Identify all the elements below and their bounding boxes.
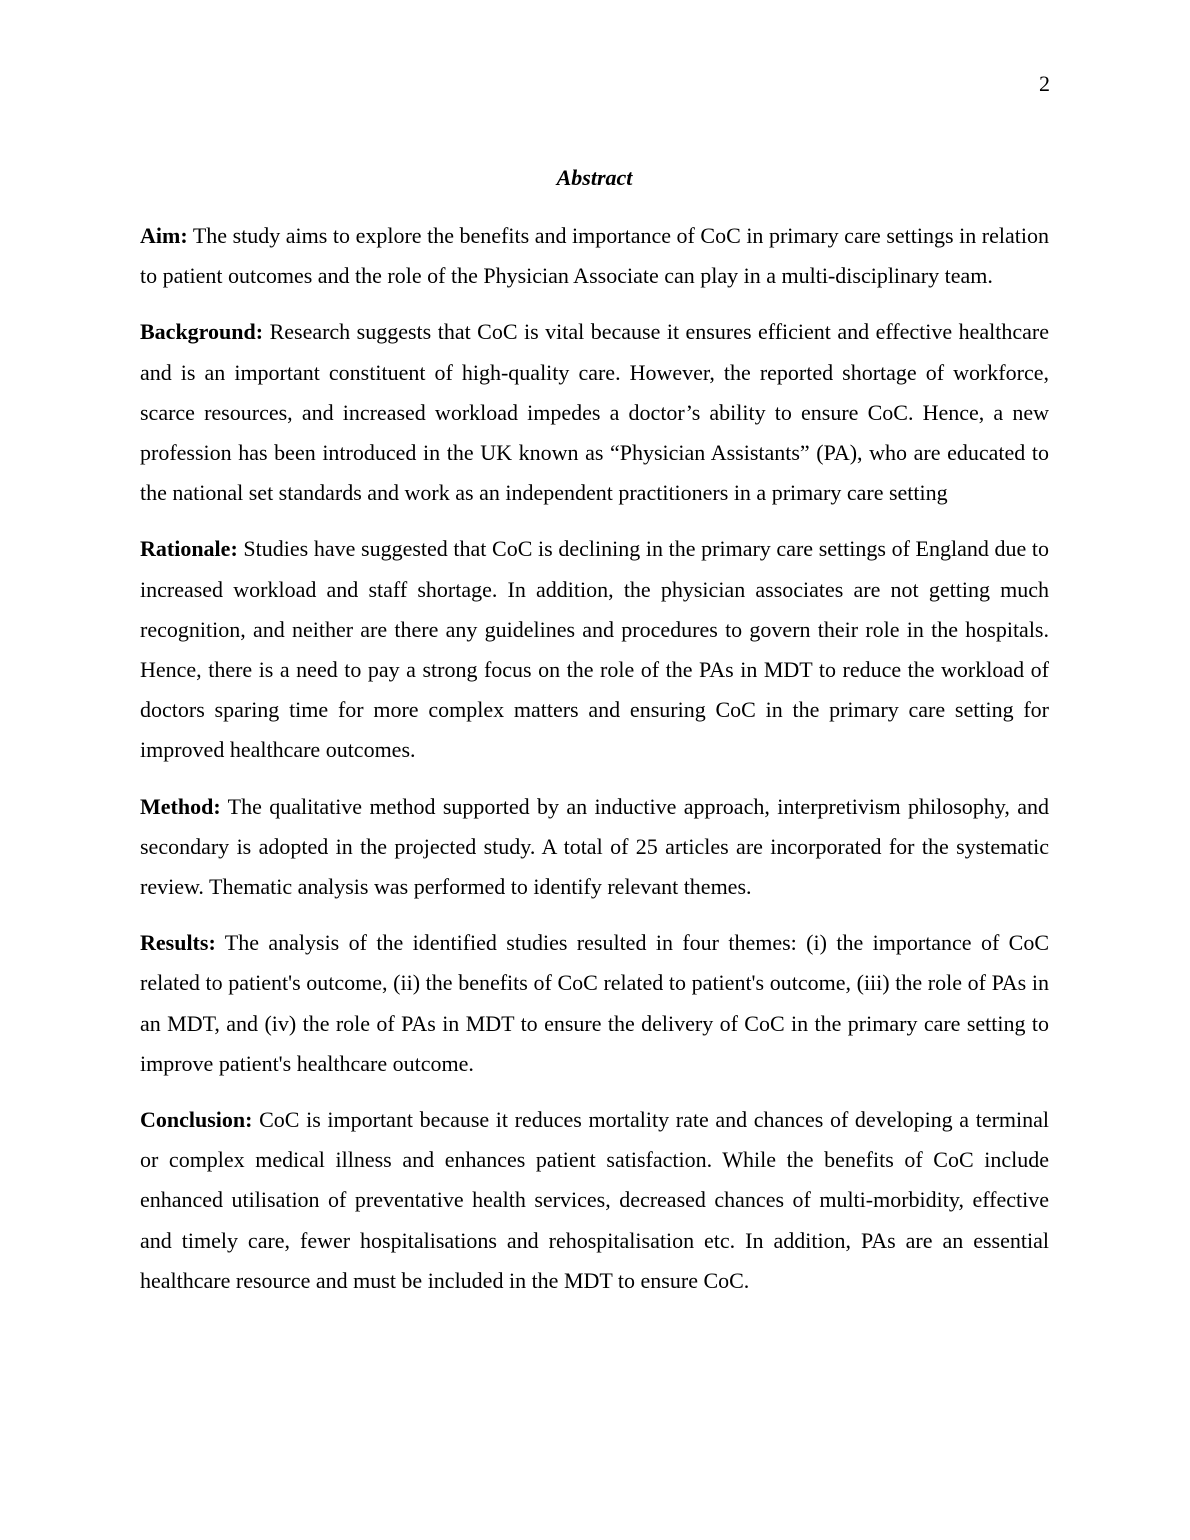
section-aim — [140, 216, 1049, 296]
section-text: The qualitative method supported by an inductive approach, interpretivism philosophy, and secondary is adopted in the projected study. A total of 25 articles are incorporated for the systematic review. Thematic analysis was performed to identify relevant themes. — [140, 793, 1049, 900]
section-text: The analysis of the identified studies resulted in four themes: (i) the importance of CoC related to patient's outcome, (ii) the benefits of CoC related to patient's outcome, (iii) the role of PAs in an MDT, and (iv) the role of PAs in MDT to ensure the delivery of CoC in the primary care setting to improve patient's healthcare outcome. — [140, 930, 1049, 1076]
section-text: CoC is important because it reduces mortality rate and chances of developing a terminal or complex medical illness and enhances patient satisfaction. While the benefits of CoC include enhanced utilisation of preventative health services, decreased chances of multi-morbidity, effective and timely care, fewer hospitalisations and rehospitalisation etc. In addition, PAs are an essential healthcare resource and must be included in the MDT to ensure CoC. — [140, 1107, 1050, 1293]
section-label: Conclusion: — [140, 1107, 253, 1133]
section-label: Results: — [140, 930, 216, 956]
section-text: The study aims to explore the benefits and importance of CoC in primary care settings in relation to patient outcomes and the role of the Physician Associate can play in a multi-disciplinary team. — [140, 223, 1049, 289]
section-label: Aim: — [140, 223, 188, 248]
section-method — [140, 787, 1049, 908]
section-results — [140, 923, 1049, 1084]
section-rationale — [140, 529, 1049, 770]
section-label: Background: — [140, 319, 264, 345]
section-conclusion — [140, 1100, 1049, 1301]
section-background — [140, 312, 1049, 513]
abstract-heading: Abstract — [556, 165, 633, 190]
section-text: Studies have suggested that CoC is declining in the primary care settings of England due to increased workload and staff shortage. In addition, the physician associates are not getting much recognition, and neither are there any guidelines and procedures to govern their role in the hospitals. Hence, there is a need to pay a strong focus on the role of the PAs in MDT to reduce the workload of doctors sparing time for more complex matters and ensuring CoC in the primary care setting for improved healthcare outcomes. — [140, 536, 1050, 763]
section-label: Method: — [140, 793, 221, 819]
section-label: Rationale: — [140, 536, 238, 562]
document-body — [140, 160, 1049, 1317]
page-number: 2 — [1039, 71, 1050, 96]
section-text: Research suggests that CoC is vital because it ensures efficient and effective healthcare and is an important constituent of high-quality care. However, the reported shortage of workforce, scarce resources, and increased workload impedes a doctor’s ability to ensure CoC. Hence, a new profession has been introduced in the UK known as “Physician Assistants” (PA), who are educated to the national set standards and work as an independent practitioners in a primary care setting — [140, 319, 1049, 506]
